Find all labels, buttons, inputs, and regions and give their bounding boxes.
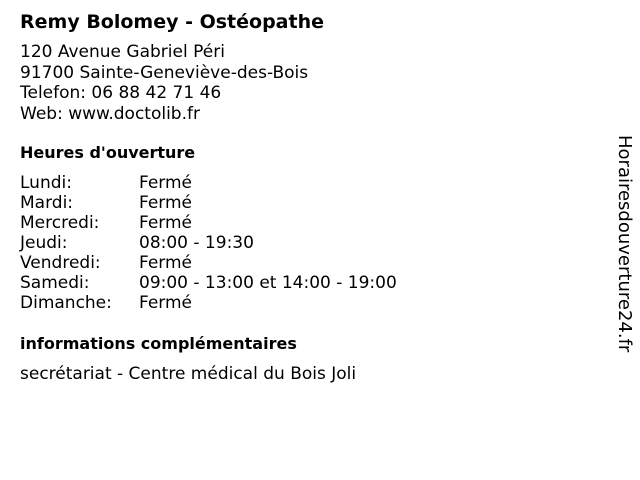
business-card: [20, 10, 600, 384]
hours-row-wednesday: [20, 213, 600, 233]
address-city: 91700 Sainte-Geneviève-des-Bois: [20, 62, 309, 83]
hours-value: 08:00 - 19:30: [139, 233, 254, 253]
hours-row-saturday: [20, 273, 600, 293]
extra-info-title: informations complémentaires: [20, 334, 297, 353]
hours-value: Fermé: [139, 213, 193, 233]
hours-day: Jeudi:: [20, 233, 68, 253]
phone-line: Telefon: 06 88 42 71 46: [20, 83, 222, 103]
hours-value: Fermé: [139, 193, 193, 213]
hours-value: Fermé: [139, 173, 193, 193]
extra-info-text: secrétariat - Centre médical du Bois Joli: [20, 364, 357, 384]
hours-row-thursday: [20, 233, 600, 253]
hours-day: Lundi:: [20, 173, 72, 193]
hours-row-friday: [20, 253, 600, 273]
hours-table: [20, 173, 600, 313]
address-street: 120 Avenue Gabriel Péri: [20, 42, 225, 62]
hours-title: Heures d'ouverture: [20, 143, 196, 162]
hours-value: 09:00 - 13:00 et 14:00 - 19:00: [139, 273, 397, 293]
web-line: Web: www.doctolib.fr: [20, 103, 200, 124]
business-name: Remy Bolomey - Ostéopathe: [20, 11, 324, 33]
hours-day: Vendredi:: [20, 253, 101, 273]
hours-value: Fermé: [139, 293, 193, 313]
hours-row-tuesday: [20, 193, 600, 213]
address-block: [20, 42, 600, 124]
hours-row-monday: [20, 173, 600, 193]
hours-day: Samedi:: [20, 273, 90, 293]
brand-watermark: Horairesdouverture24.fr: [614, 135, 635, 353]
hours-day: Mercredi:: [20, 213, 100, 233]
hours-row-sunday: [20, 293, 600, 313]
hours-day: Mardi:: [20, 193, 74, 213]
hours-day: Dimanche:: [20, 293, 112, 313]
hours-value: Fermé: [139, 253, 193, 273]
